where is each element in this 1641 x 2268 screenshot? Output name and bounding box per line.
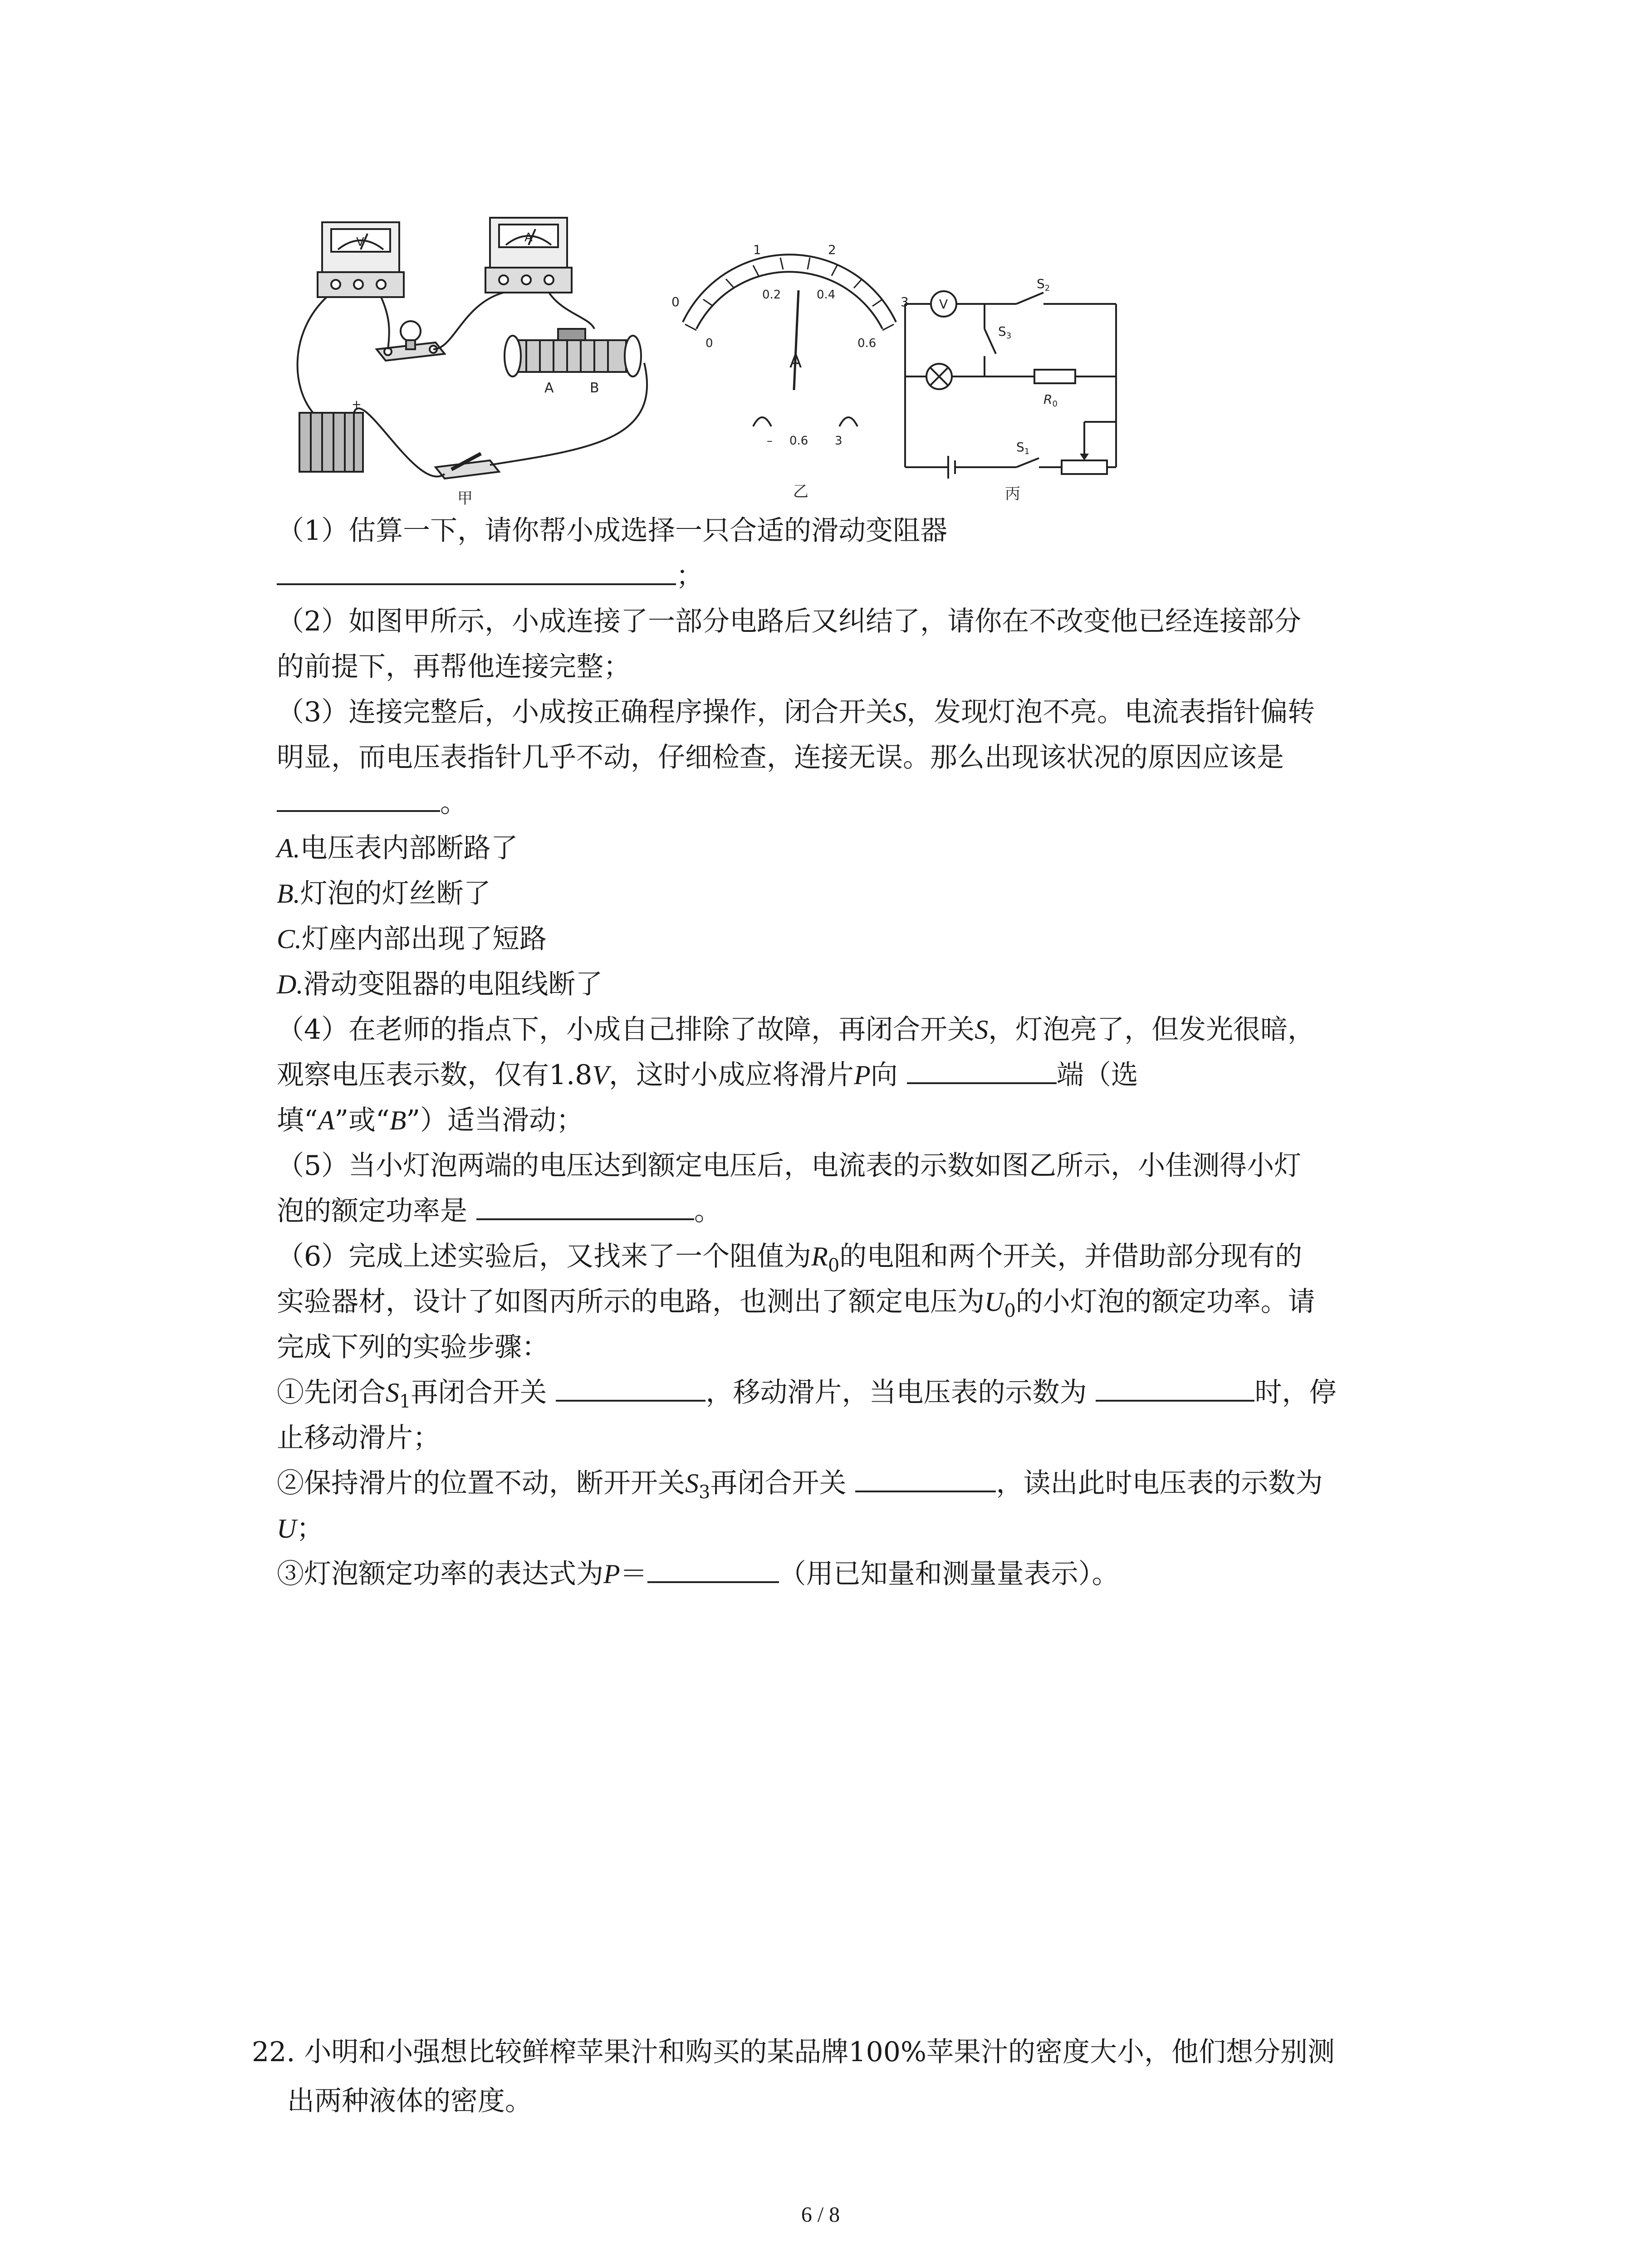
option-d-text: 滑动变阻器的电阻线断了 <box>303 968 603 1000</box>
answer-blank-3[interactable] <box>277 782 440 812</box>
dial-minor-0: 0 <box>705 337 713 350</box>
q3-line-2 <box>277 735 1438 780</box>
q6-line <box>277 1234 1438 1279</box>
step3-line <box>277 1551 1438 1597</box>
step2-text-c: ，读出此时电压表的示数为 <box>996 1467 1323 1499</box>
var-s3: S <box>685 1468 699 1498</box>
step3-equals: ＝ <box>620 1558 647 1590</box>
dial-minor-1: 0.2 <box>762 288 781 302</box>
voltmeter-letter: V <box>356 235 364 249</box>
choice-b: B <box>389 1105 407 1135</box>
option-c <box>277 916 1438 962</box>
step3-text-a: ③灯泡额定功率的表达式为 <box>277 1558 603 1590</box>
dial-ticks <box>685 258 894 330</box>
step1-text-b: 再闭合开关 <box>411 1377 547 1408</box>
answer-blank-6b[interactable] <box>1096 1372 1254 1402</box>
question-21-body <box>277 508 1438 1597</box>
dial-needle <box>794 290 798 390</box>
q5-end: 。 <box>694 1195 721 1227</box>
rheostat-terminal-b: B <box>590 380 599 396</box>
svg-text:+: + <box>352 398 362 411</box>
option-d-letter: D. <box>277 969 304 999</box>
var-p: P <box>603 1559 620 1589</box>
step1-line <box>277 1370 1438 1415</box>
q4-text-d: ，这时小成应将滑片 <box>609 1059 854 1091</box>
wire <box>549 293 594 329</box>
option-c-letter: C. <box>277 924 302 954</box>
q3-end: 。 <box>440 787 467 819</box>
question-22 <box>252 2028 1431 2126</box>
option-c-text: 灯座内部出现了短路 <box>302 923 547 955</box>
schem-v: V <box>939 297 948 312</box>
step1-text-d: 时，停 <box>1254 1377 1337 1408</box>
answer-blank-4[interactable] <box>907 1054 1057 1084</box>
q5-line-2 <box>277 1188 1438 1234</box>
switch-s1 <box>1016 458 1039 467</box>
schem-s1: $S_1$ <box>1016 440 1030 456</box>
dial-inner-arc <box>696 272 882 329</box>
q4-text-i: ”）适当滑动； <box>406 1105 584 1136</box>
wire <box>298 297 327 413</box>
schem-r0: $R_0$ <box>1043 392 1058 409</box>
dial-terminal-neg: – <box>767 434 773 448</box>
dial-major-0: 0 <box>671 294 680 309</box>
wire <box>433 293 504 349</box>
dial-terminal-loop <box>753 417 771 426</box>
rheostat-symbol <box>1062 460 1107 474</box>
dial-major-1: 1 <box>753 242 761 257</box>
q6-text-e: 完成下列的实验步骤： <box>277 1331 549 1363</box>
q3-line <box>277 689 1438 735</box>
answer-blank-1[interactable] <box>277 555 676 585</box>
var-s1: S <box>386 1378 399 1408</box>
q22-line-2 <box>252 2077 1431 2126</box>
ammeter-icon <box>485 218 572 293</box>
switch-s2 <box>1016 293 1043 304</box>
answer-blank-6d[interactable] <box>647 1553 779 1583</box>
q1-line <box>277 508 1438 553</box>
option-b-text: 灯泡的灯丝断了 <box>300 878 491 909</box>
dial-terminal-3: 3 <box>835 434 843 448</box>
q5-text-a: 泡的额定功率是 <box>277 1195 467 1227</box>
q2-line-2 <box>277 644 1438 689</box>
q4-text-f: 端（选 <box>1056 1059 1138 1091</box>
unit-v: V <box>592 1060 609 1090</box>
var-s3-sub: 3 <box>699 1482 710 1503</box>
dial-minor-2: 0.4 <box>817 288 836 302</box>
dial-unit: A <box>789 351 802 372</box>
var-p: P <box>854 1060 871 1090</box>
q4-text-a: （4）在老师的指点下，小成自己排除了故障，再闭合开关 <box>277 1014 975 1046</box>
caption-jia: 甲 <box>457 489 473 508</box>
dial-minor-3: 0.6 <box>857 337 877 350</box>
dial-major-3: 3 <box>901 294 909 309</box>
q3-text-2: 明显，而电压表指针几乎不动，仔细检查，连接无误。那么出现该状况的原因应该是 <box>277 742 1284 773</box>
q4-text-g: 填“ <box>277 1105 318 1136</box>
wire <box>354 408 445 476</box>
rheostat-icon <box>505 329 641 396</box>
step1-text-a: ①先闭合 <box>277 1377 386 1408</box>
dial-terminal-06: 0.6 <box>789 434 808 448</box>
q3-answer-line <box>277 780 1438 826</box>
step2-text-b: 再闭合开关 <box>710 1467 847 1499</box>
ammeter-letter: A <box>524 231 533 244</box>
option-a-text: 电压表内部断路了 <box>300 832 518 864</box>
answer-blank-6c[interactable] <box>855 1462 996 1492</box>
var-u: U <box>277 1514 297 1544</box>
var-u0: U <box>985 1287 1004 1317</box>
q2-text-2: 的前提下，再帮他连接完整； <box>277 651 631 683</box>
q6-text-b: 的电阻和两个开关，并借助部分现有的 <box>839 1241 1303 1272</box>
dial-terminal-loop <box>839 417 857 426</box>
q6-line-3 <box>277 1325 1438 1370</box>
q22-line-1 <box>252 2028 1431 2077</box>
lamp-icon <box>377 321 445 361</box>
q4-text-e: 向 <box>870 1059 898 1091</box>
circuit-figure-svg <box>272 213 1134 513</box>
dial-arc <box>683 254 896 322</box>
q22-text-1: 小明和小强想比较鲜榨苹果汁和购买的某品牌100%苹果汁的密度大小，他们想分别测 <box>304 2036 1335 2068</box>
option-b <box>277 871 1438 916</box>
step1-line-2 <box>277 1415 1438 1461</box>
dial-major-2: 2 <box>828 242 836 257</box>
voltmeter-icon <box>318 222 404 297</box>
step2-line-2 <box>277 1506 1438 1551</box>
battery-icon <box>299 398 363 472</box>
figure-yi <box>671 242 909 501</box>
caption-bing: 丙 <box>1005 485 1020 503</box>
schem-s2: $S_2$ <box>1037 276 1050 293</box>
q22-number: 22. <box>252 2036 295 2068</box>
q3-text-a: （3）连接完整后，小成按正确程序操作，闭合开关 <box>277 696 893 728</box>
var-u0-sub: 0 <box>1004 1300 1016 1321</box>
option-a-letter: A. <box>277 833 300 863</box>
q3-text-b: ，发现灯泡不亮。电流表指针偏转 <box>906 696 1315 728</box>
answer-blank-6a[interactable] <box>556 1372 705 1402</box>
option-b-letter: B. <box>277 879 300 909</box>
step1-text-e: 止移动滑片； <box>277 1422 440 1454</box>
q6-line-2 <box>277 1279 1438 1325</box>
step1-text-c: ，移动滑片，当电压表的示数为 <box>705 1377 1087 1408</box>
answer-blank-5[interactable] <box>476 1190 694 1220</box>
q6-text-d: 的小灯泡的额定功率。请 <box>1015 1286 1315 1318</box>
rheostat-terminal-a: A <box>544 380 554 396</box>
var-r0: R <box>811 1242 828 1271</box>
choice-a: A <box>318 1105 335 1135</box>
option-d <box>277 962 1438 1007</box>
q4-text-h: ”或“ <box>334 1105 390 1136</box>
switch-icon <box>436 454 499 479</box>
q5-text: （5）当小灯泡两端的电压达到额定电压后，电流表的示数如图乙所示，小佳测得小灯 <box>277 1150 1302 1182</box>
q22-text-2: 出两种液体的密度。 <box>287 2085 532 2117</box>
q4-text-b: ，灯泡亮了，但发光很暗， <box>988 1014 1315 1046</box>
var-r0-sub: 0 <box>828 1255 840 1276</box>
q1-answer-line <box>277 553 1438 599</box>
caption-yi: 乙 <box>793 483 808 501</box>
figure-bing <box>905 276 1116 503</box>
var-s: S <box>975 1015 989 1045</box>
q6-text-c: 实验器材，设计了如图丙所示的电路，也测出了额定电压为 <box>277 1286 985 1318</box>
q1-text: （1）估算一下，请你帮小成选择一只合适的滑动变阻器 <box>277 515 948 547</box>
switch-s3 <box>985 329 996 354</box>
q6-text-a: （6）完成上述实验后，又找来了一个阻值为 <box>277 1241 812 1272</box>
q2-text: （2）如图甲所示，小成连接了一部分电路后又纠结了，请你在不改变他已经连接部分 <box>277 606 1302 637</box>
q4-line-3 <box>277 1098 1438 1143</box>
q5-line <box>277 1143 1438 1188</box>
step3-text-b: （用已知量和测量量表示）。 <box>779 1558 1119 1590</box>
var-s: S <box>893 697 907 727</box>
wire <box>381 297 389 349</box>
q4-text-c: 观察电压表示数，仅有1.8 <box>277 1059 593 1091</box>
figure-jia <box>298 218 647 508</box>
q1-end: ； <box>676 560 703 592</box>
circuit-figure <box>272 213 1134 513</box>
r0-symbol <box>1034 370 1075 383</box>
step2-line <box>277 1461 1438 1506</box>
q4-line <box>277 1007 1438 1052</box>
q2-line <box>277 599 1438 644</box>
step2-text-a: ②保持滑片的位置不动，断开开关 <box>277 1467 685 1499</box>
schem-s3: $S_3$ <box>998 324 1012 341</box>
option-a <box>277 826 1438 871</box>
page-number: 6 / 8 <box>801 2203 840 2227</box>
step2-end: ； <box>296 1513 324 1545</box>
wire <box>490 363 647 465</box>
var-s1-sub: 1 <box>399 1391 411 1412</box>
q4-line-2 <box>277 1052 1438 1098</box>
